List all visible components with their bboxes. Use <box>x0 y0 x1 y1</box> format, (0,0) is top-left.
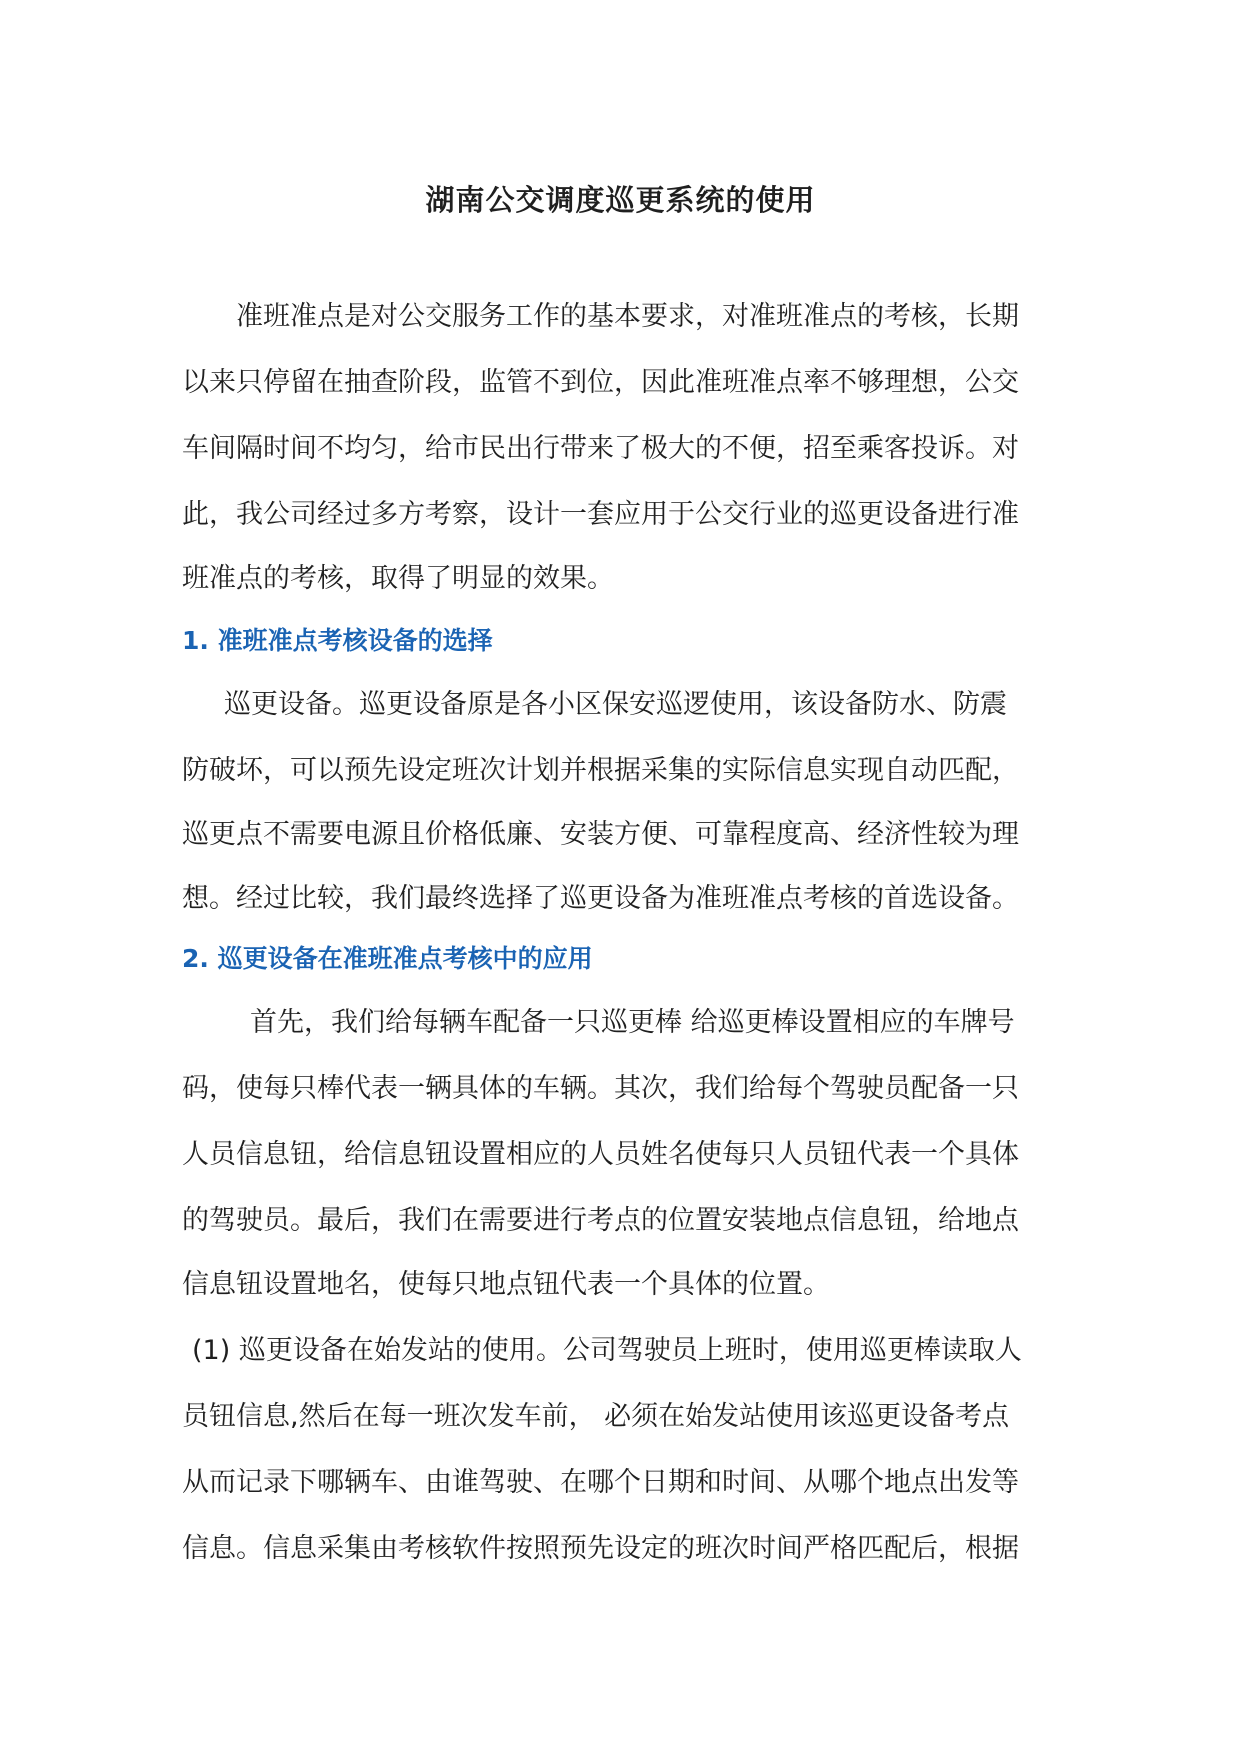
paragraph-line: 人员信息钮，给信息钮设置相应的人员姓名使每只人员钮代表一个具体 <box>182 1139 1019 1170</box>
paragraph-line: 从而记录下哪辆车、由谁驾驶、在哪个日期和时间、从哪个地点出发等 <box>182 1467 1019 1498</box>
paragraph-line: 班准点的考核，取得了明显的效果。 <box>182 563 614 594</box>
paragraph-line: 车间隔时间不均匀，给市民出行带来了极大的不便，招至乘客投诉。对 <box>182 433 1019 464</box>
section-heading-2: 2. 巡更设备在准班准点考核中的应用 <box>182 944 593 973</box>
paragraph-line: 员钮信息,然后在每一班次发车前， 必须在始发站使用该巡更设备考点 <box>182 1401 1010 1432</box>
paragraph-line: 码，使每只棒代表一辆具体的车辆。其次，我们给每个驾驶员配备一只 <box>182 1073 1019 1104</box>
document-title: 湖南公交调度巡更系统的使用 <box>425 183 816 217</box>
paragraph-line: 巡更设备。巡更设备原是各小区保安巡逻使用，该设备防水、防震 <box>224 689 1007 720</box>
paragraph-line: 准班准点是对公交服务工作的基本要求，对准班准点的考核，长期 <box>236 301 1019 332</box>
paragraph-line: 想。经过比较，我们最终选择了巡更设备为准班准点考核的首选设备。 <box>182 883 1019 914</box>
paragraph-line: 巡更点不需要电源且价格低廉、安装方便、可靠程度高、经济性较为理 <box>182 819 1019 850</box>
paragraph-line: 此，我公司经过多方考察，设计一套应用于公交行业的巡更设备进行准 <box>182 499 1019 530</box>
paragraph-line: 信息。信息采集由考核软件按照预先设定的班次时间严格匹配后，根据 <box>182 1533 1019 1564</box>
paragraph-line: 信息钮设置地名，使每只地点钮代表一个具体的位置。 <box>182 1269 830 1300</box>
paragraph-line: (1) 巡更设备在始发站的使用。公司驾驶员上班时，使用巡更棒读取人 <box>192 1335 1022 1366</box>
paragraph-line: 防破坏，可以预先设定班次计划并根据采集的实际信息实现自动匹配， <box>182 755 1019 786</box>
paragraph-line: 的驾驶员。最后，我们在需要进行考点的位置安装地点信息钮，给地点 <box>182 1205 1019 1236</box>
section-heading-1: 1. 准班准点考核设备的选择 <box>182 626 493 655</box>
paragraph-line: 以来只停留在抽查阶段，监管不到位，因此准班准点率不够理想，公交 <box>182 367 1019 398</box>
paragraph-line: 首先，我们给每辆车配备一只巡更棒 给巡更棒设置相应的车牌号 <box>250 1007 1015 1038</box>
